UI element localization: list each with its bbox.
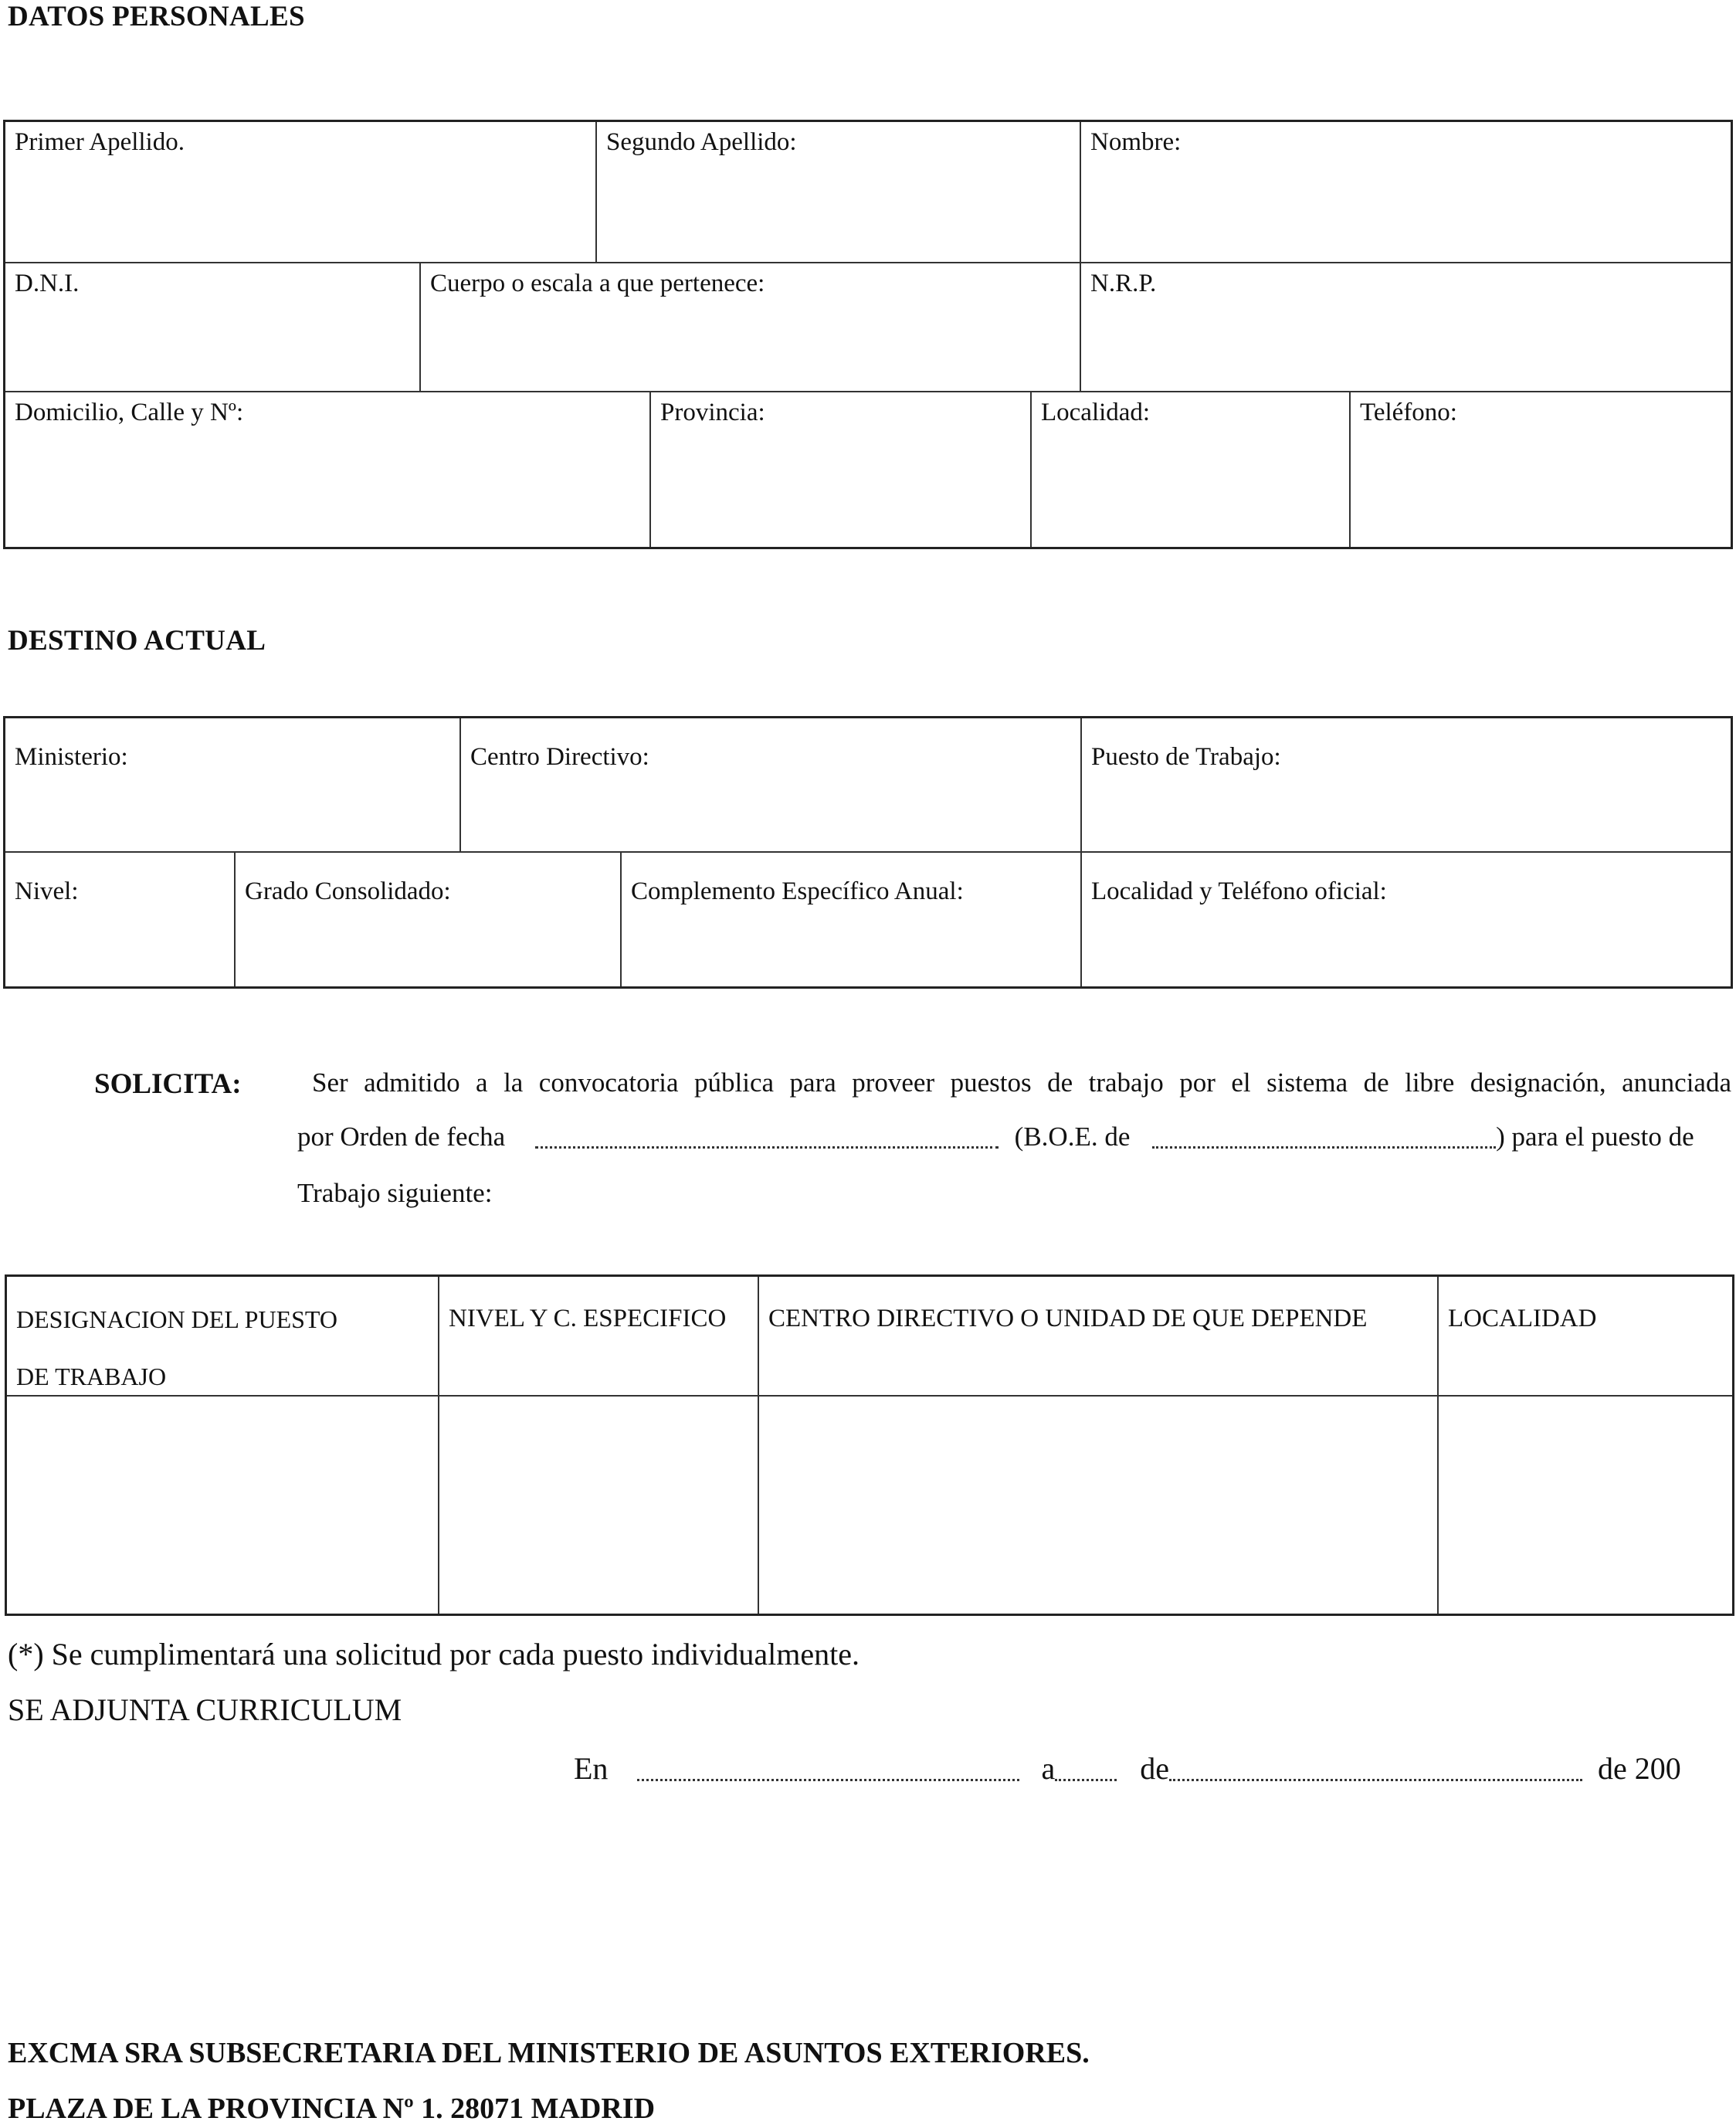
field-puesto-trabajo[interactable]: [1082, 718, 1731, 853]
field-localidad[interactable]: [1032, 392, 1351, 547]
field-grado-consolidado[interactable]: [236, 853, 622, 986]
section-title-destino-actual: DESTINO ACTUAL: [8, 625, 266, 657]
solicita-puesto-de: ) para el puesto de: [1496, 1122, 1694, 1152]
label-dni: D.N.I.: [15, 270, 80, 297]
fecha-linea: [574, 1750, 1681, 1787]
solicita-orden-fecha: por Orden de fecha: [297, 1122, 506, 1152]
label-nrp: N.R.P.: [1090, 270, 1157, 297]
fecha-de: de: [1140, 1751, 1169, 1786]
header-centro-directivo-text: CENTRO DIRECTIVO O UNIDAD DE QUE DEPENDE: [768, 1305, 1368, 1332]
input-localidad[interactable]: [1439, 1397, 1732, 1614]
puesto-table: [5, 1274, 1734, 1616]
fecha-a: a: [1041, 1751, 1056, 1786]
fecha-mes-input[interactable]: [1169, 1762, 1582, 1781]
label-nivel: Nivel:: [15, 877, 79, 905]
orden-fecha-input[interactable]: [535, 1129, 999, 1149]
field-nrp[interactable]: [1081, 263, 1731, 392]
label-primer-apellido: Primer Apellido.: [15, 128, 185, 156]
solicita-line2: [297, 1122, 1694, 1152]
fecha-lugar-input[interactable]: [637, 1762, 1019, 1781]
boe-fecha-input[interactable]: [1152, 1129, 1496, 1149]
field-ministerio[interactable]: [5, 718, 461, 853]
solicita-boe: (B.O.E. de: [1014, 1122, 1131, 1152]
fecha-dia-input[interactable]: [1055, 1762, 1117, 1781]
label-localidad: Localidad:: [1041, 399, 1151, 426]
label-segundo-apellido: Segundo Apellido:: [606, 128, 797, 156]
field-domicilio[interactable]: [5, 392, 651, 547]
label-ministerio: Ministerio:: [15, 743, 128, 771]
field-complemento[interactable]: [622, 853, 1082, 986]
header-designacion: [7, 1277, 439, 1397]
fecha-de-200: de 200: [1597, 1751, 1681, 1786]
label-localidad-telefono: Localidad y Teléfono oficial:: [1091, 877, 1387, 905]
label-grado-consolidado: Grado Consolidado:: [245, 877, 451, 905]
header-nivel-especifico: [439, 1277, 759, 1397]
destino-actual-box: [3, 716, 1733, 989]
field-cuerpo-escala[interactable]: [421, 263, 1081, 392]
fecha-en: En: [574, 1751, 609, 1786]
datos-personales-box: [3, 120, 1733, 549]
note-curriculum: SE ADJUNTA CURRICULUM: [8, 1692, 402, 1727]
solicita-label: SOLICITA:: [94, 1068, 242, 1100]
label-provincia: Provincia:: [660, 399, 765, 426]
label-complemento: Complemento Específico Anual:: [631, 877, 964, 905]
header-localidad: [1439, 1277, 1732, 1397]
label-cuerpo-escala: Cuerpo o escala a que pertenece:: [430, 270, 765, 297]
section-title-datos-personales: DATOS PERSONALES: [8, 1, 305, 32]
solicita-line3: Trabajo siguiente:: [297, 1178, 493, 1208]
label-puesto-trabajo: Puesto de Trabajo:: [1091, 743, 1281, 771]
input-nivel-especifico[interactable]: [439, 1397, 759, 1614]
field-localidad-telefono[interactable]: [1082, 853, 1731, 986]
label-centro-directivo: Centro Directivo:: [470, 743, 649, 771]
input-designacion[interactable]: [7, 1397, 439, 1614]
footer-line2: PLAZA DE LA PROVINCIA Nº 1. 28071 MADRID: [8, 2092, 656, 2125]
field-dni[interactable]: [5, 263, 421, 392]
solicita-line1: Ser admitido a la convocatoria pública para proveer puestos de trabajo por el sistema de libre designación, anunciada: [312, 1067, 1731, 1098]
field-segundo-apellido[interactable]: [597, 122, 1081, 263]
note-asterisk: (*) Se cumplimentará una solicitud por cada puesto individualmente.: [8, 1637, 860, 1672]
label-nombre: Nombre:: [1090, 128, 1182, 156]
header-centro-directivo: [759, 1277, 1439, 1397]
field-nombre[interactable]: [1081, 122, 1731, 263]
header-localidad-text: LOCALIDAD: [1448, 1305, 1597, 1332]
field-centro-directivo[interactable]: [461, 718, 1082, 853]
header-designacion-text: DESIGNACION DEL PUESTO DE TRABAJO: [16, 1305, 337, 1390]
field-nivel[interactable]: [5, 853, 236, 986]
label-domicilio: Domicilio, Calle y Nº:: [15, 399, 244, 426]
label-telefono: Teléfono:: [1360, 399, 1457, 426]
header-nivel-especifico-text: NIVEL Y C. ESPECIFICO: [449, 1305, 727, 1332]
field-telefono[interactable]: [1351, 392, 1731, 547]
input-centro-directivo[interactable]: [759, 1397, 1439, 1614]
field-primer-apellido[interactable]: [5, 122, 597, 263]
footer-line1: EXCMA SRA SUBSECRETARIA DEL MINISTERIO DE ASUNTOS EXTERIORES.: [8, 2037, 1090, 2069]
field-provincia[interactable]: [651, 392, 1032, 547]
